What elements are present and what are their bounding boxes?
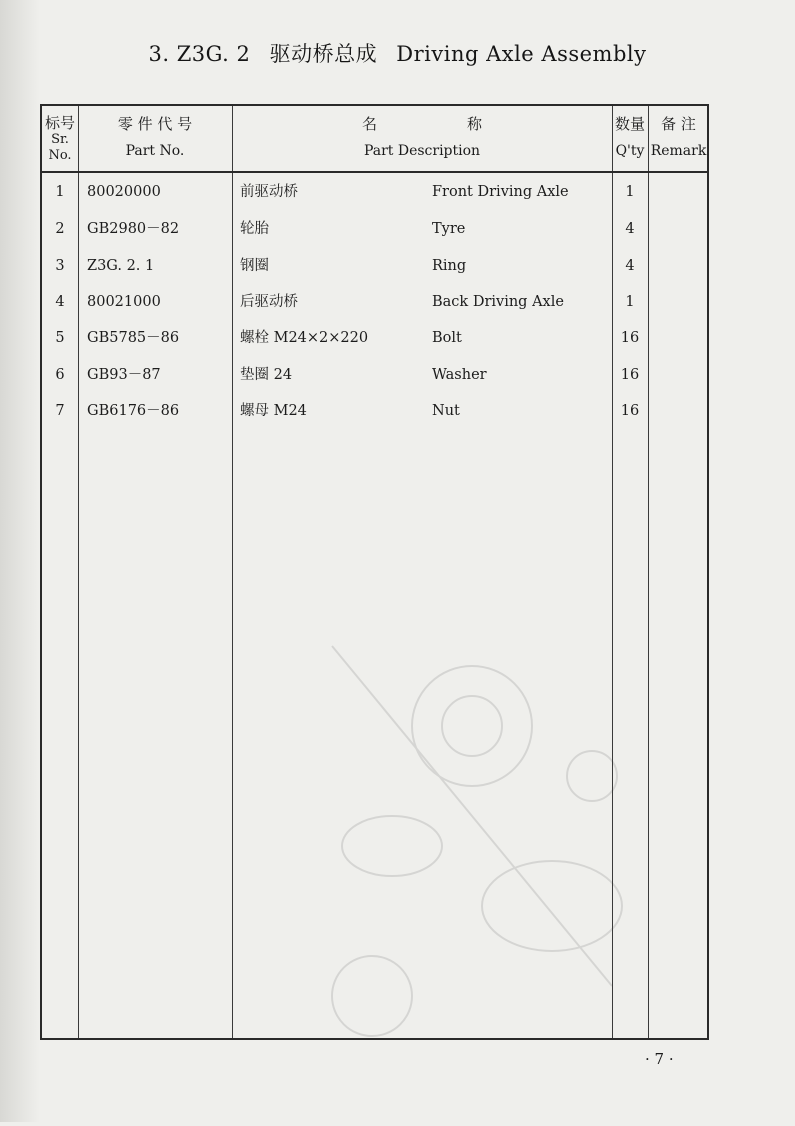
sr-cell: 3 [55,258,65,274]
section-title-en: Driving Axle Assembly [396,42,647,66]
header-description: 名 称 Part Description [361,115,482,159]
table-row [42,393,707,429]
sr-cell: 2 [55,221,65,237]
qty-cell: 1 [625,184,635,200]
qty-cell: 16 [620,403,640,419]
header-part-no: 零 件 代 号 Part No. [117,115,193,159]
table-row [42,284,707,320]
part-no-cell: GB2980－82 [87,221,180,237]
qty-cell: 4 [625,221,635,237]
qty-cell: 1 [625,294,635,310]
name-en-cell: Tyre [432,221,466,237]
name-zh-cell: 垫圈 24 [240,367,293,383]
section-title-zh: 驱动桥总成 [269,42,378,66]
part-no-cell: Z3G. 2. 1 [87,258,155,274]
table-row [42,357,707,393]
remark-cell [648,211,709,247]
header-sr-no: 标号 Sr. No. [44,114,75,163]
qty-cell: 4 [625,258,635,274]
remark-cell [648,284,709,320]
name-zh-cell: 轮胎 [240,221,269,237]
name-en-cell: Nut [432,403,460,419]
remark-cell [648,248,709,284]
name-en-cell: Back Driving Axle [432,294,564,310]
page-number: · 7 · [645,1050,674,1068]
remark-cell [648,320,709,356]
name-zh-cell: 螺母 M24 [240,403,307,419]
header-remark: 备 注 Remark [650,115,707,159]
table-row [42,248,707,284]
remark-cell [648,174,709,210]
page-edge-shadow [0,0,40,1122]
sr-cell: 4 [55,294,65,310]
name-zh-cell: 钢圈 [240,258,269,274]
name-zh-cell: 前驱动桥 [240,184,298,200]
name-en-cell: Ring [432,258,467,274]
sr-cell: 6 [55,367,65,383]
page-title [0,38,795,68]
sr-cell: 5 [55,330,65,346]
remark-cell [648,357,709,393]
part-no-cell: GB93－87 [87,367,161,383]
name-en-cell: Bolt [432,330,462,346]
part-no-cell: 80021000 [87,294,161,310]
sr-cell: 1 [55,184,65,200]
name-en-cell: Front Driving Axle [432,184,569,200]
sr-cell: 7 [55,403,65,419]
name-zh-cell: 后驱动桥 [240,294,298,310]
qty-cell: 16 [620,330,640,346]
section-number: 3. Z3G. 2 [148,42,251,66]
qty-cell: 16 [620,367,640,383]
table-row [42,320,707,356]
remark-cell [648,393,709,429]
header-qty: 数量 Q'ty [614,115,645,159]
part-no-cell: GB6176－86 [87,403,180,419]
table-row [42,174,707,210]
name-en-cell: Washer [432,367,487,383]
parts-table [40,104,709,1040]
part-no-cell: 80020000 [87,184,161,200]
table-row [42,211,707,247]
part-no-cell: GB5785－86 [87,330,180,346]
name-zh-cell: 螺栓 M24×2×220 [240,330,369,346]
